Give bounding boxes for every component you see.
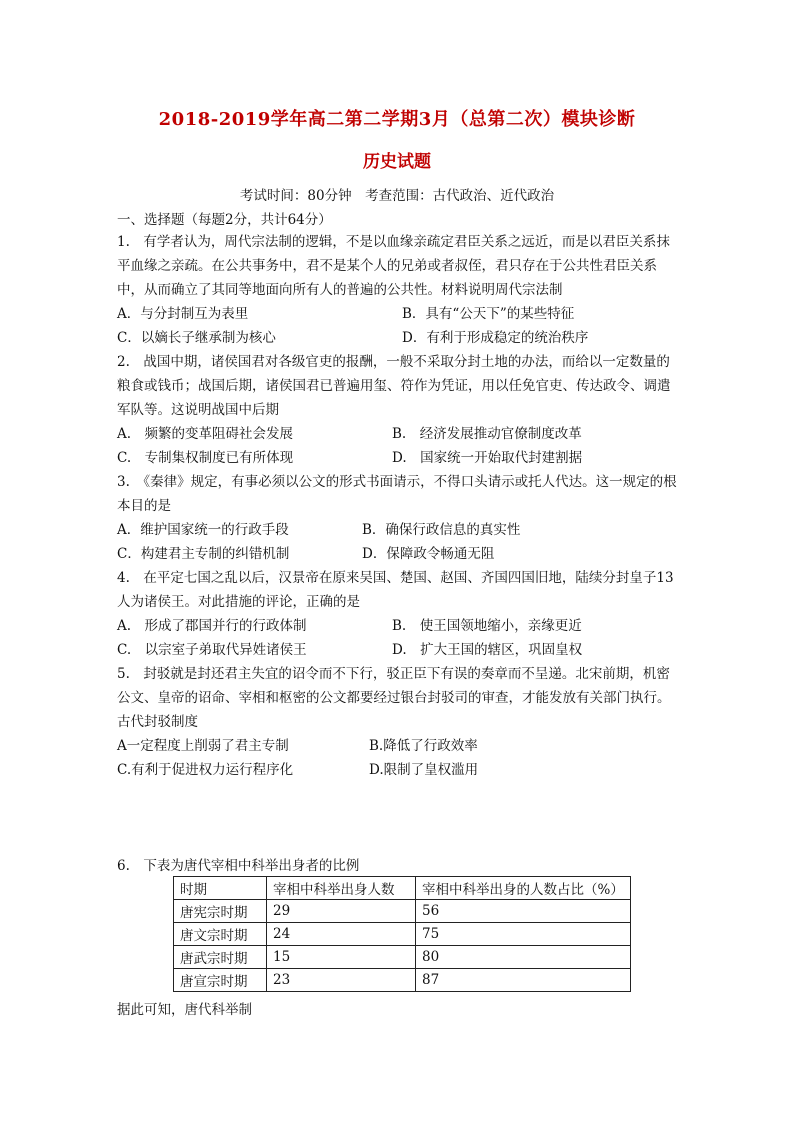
question-2-option-b[interactable]: B. 经济发展推动官僚制度改革 — [392, 426, 582, 442]
question-3-option-c[interactable]: C．构建君主专制的纠错机制 — [117, 546, 290, 562]
question-4-option-b[interactable]: B. 使王国领地缩小，亲缘更近 — [392, 618, 582, 634]
table-cell: 24 — [267, 923, 416, 946]
table-cell: 56 — [416, 900, 631, 923]
question-2-option-a[interactable]: A. 频繁的变革阻碍社会发展 — [117, 426, 294, 442]
table-cell: 唐宣宗时期 — [174, 969, 267, 992]
question-3-option-a[interactable]: A．维护国家统一的行政手段 — [117, 522, 289, 538]
exam-title: 2018-2019学年高二第二学期3月（总第二次）模块诊断 — [158, 109, 636, 130]
question-4-option-c[interactable]: C. 以宗室子弟取代异姓诸侯王 — [117, 642, 307, 658]
question-5-option-c[interactable]: C.有利于促进权力运行程序化 — [117, 762, 294, 778]
table-header-cell: 宰相中科举出身人数 — [267, 877, 416, 900]
table-header-cell: 宰相中科举出身的人数占比（%） — [416, 877, 631, 900]
section-heading: 一、选择题（每题2分，共计64分） — [117, 212, 332, 228]
question-1-option-d[interactable]: D．有利于形成稳定的统治秩序 — [402, 330, 589, 346]
question-4-options-row-2 — [117, 638, 677, 662]
question-3-option-b[interactable]: B．确保行政信息的真实性 — [362, 522, 521, 538]
table-header-cell: 时期 — [174, 877, 267, 900]
question-1-options-row-2 — [117, 326, 677, 350]
question-3-option-d[interactable]: D．保障政令畅通无阻 — [362, 546, 495, 562]
question-5-stem: 5. 封驳就是封还君主失宜的诏令而不下行，驳正臣下有误的奏章而不呈递。北宋前期，机密公文、皇帝的诏命、宰相和枢密的公文都要经过银台封驳司的审查，才能发放有关部门执行。古代封驳制度 — [117, 666, 671, 730]
question-5-options-row-1 — [117, 734, 677, 758]
table-cell: 唐武宗时期 — [174, 946, 267, 969]
question-2-option-d[interactable]: D. 国家统一开始取代封建割据 — [392, 450, 583, 466]
question-1-options-row-1 — [117, 302, 677, 326]
table-header-row — [174, 877, 631, 900]
table-cell: 29 — [267, 900, 416, 923]
question-5-option-a[interactable]: A一定程度上削弱了君主专制 — [117, 738, 289, 754]
question-1-option-c[interactable]: C．以嫡长子继承制为核心 — [117, 330, 276, 346]
table-row — [174, 946, 631, 969]
question-3-stem: 3. 《秦律》规定，有事必须以公文的形式书面请示，不得口头请示或托人代达。这一规定的根本目的是 — [117, 474, 677, 514]
question-6-followup: 据此可知，唐代科举制 — [117, 1002, 252, 1018]
table-cell: 15 — [267, 946, 416, 969]
question-2-stem: 2. 战国中期，诸侯国君对各级官吏的报酬，一般不采取分封土地的办法，而给以一定数量的粮食或钱币；战国后期，诸侯国君已普遍用玺、符作为凭证，用以任免官吏、传达政令、调遣军队等。这说明战国中后期 — [117, 354, 671, 418]
question-4-options-row-1 — [117, 614, 677, 638]
question-5-option-d[interactable]: D.限制了皇权滥用 — [369, 762, 479, 778]
exam-meta: 考试时间：80分钟 考查范围：古代政治、近代政治 — [239, 188, 555, 204]
table-cell: 80 — [416, 946, 631, 969]
question-3-options-row-2 — [117, 542, 677, 566]
question-5-options-row-2 — [117, 758, 677, 782]
question-2-options-row-2 — [117, 446, 677, 470]
question-1-stem: 1. 有学者认为，周代宗法制的逻辑，不是以血缘亲疏定君臣关系之远近，而是以君臣关系抹平血缘之亲疏。在公共事务中，君不是某个人的兄弟或者叔侄，君只存在于公共性君臣关系中，从而确立了其同等地面向所有人的普遍的公共性。材料说明周代宗法制 — [117, 234, 670, 298]
question-5-option-b[interactable]: B.降低了行政效率 — [369, 738, 478, 754]
question-2-option-c[interactable]: C. 专制集权制度已有所体现 — [117, 450, 294, 466]
table-row — [174, 900, 631, 923]
question-4-option-d[interactable]: D. 扩大王国的辖区，巩固皇权 — [392, 642, 583, 658]
question-4-option-a[interactable]: A. 形成了郡国并行的行政体制 — [117, 618, 307, 634]
question-3-options-row-1 — [117, 518, 677, 542]
table-row — [174, 923, 631, 946]
table-row — [174, 969, 631, 992]
exam-subtitle: 历史试题 — [363, 152, 431, 172]
table-cell: 87 — [416, 969, 631, 992]
table-cell: 75 — [416, 923, 631, 946]
question-4-stem: 4. 在平定七国之乱以后，汉景帝在原来吴国、楚国、赵国、齐国四国旧地，陆续分封皇子13人为诸侯王。对此措施的评论，正确的是 — [117, 570, 674, 610]
question-6-stem: 6. 下表为唐代宰相中科举出身者的比例 — [117, 858, 360, 874]
question-1-option-a[interactable]: A．与分封制互为表里 — [117, 306, 249, 322]
question-6-table — [173, 876, 631, 992]
question-1-option-b[interactable]: B．具有“公天下”的某些特征 — [402, 306, 575, 322]
question-2-options-row-1 — [117, 422, 677, 446]
table-cell: 唐文宗时期 — [174, 923, 267, 946]
table-cell: 23 — [267, 969, 416, 992]
table-cell: 唐宪宗时期 — [174, 900, 267, 923]
